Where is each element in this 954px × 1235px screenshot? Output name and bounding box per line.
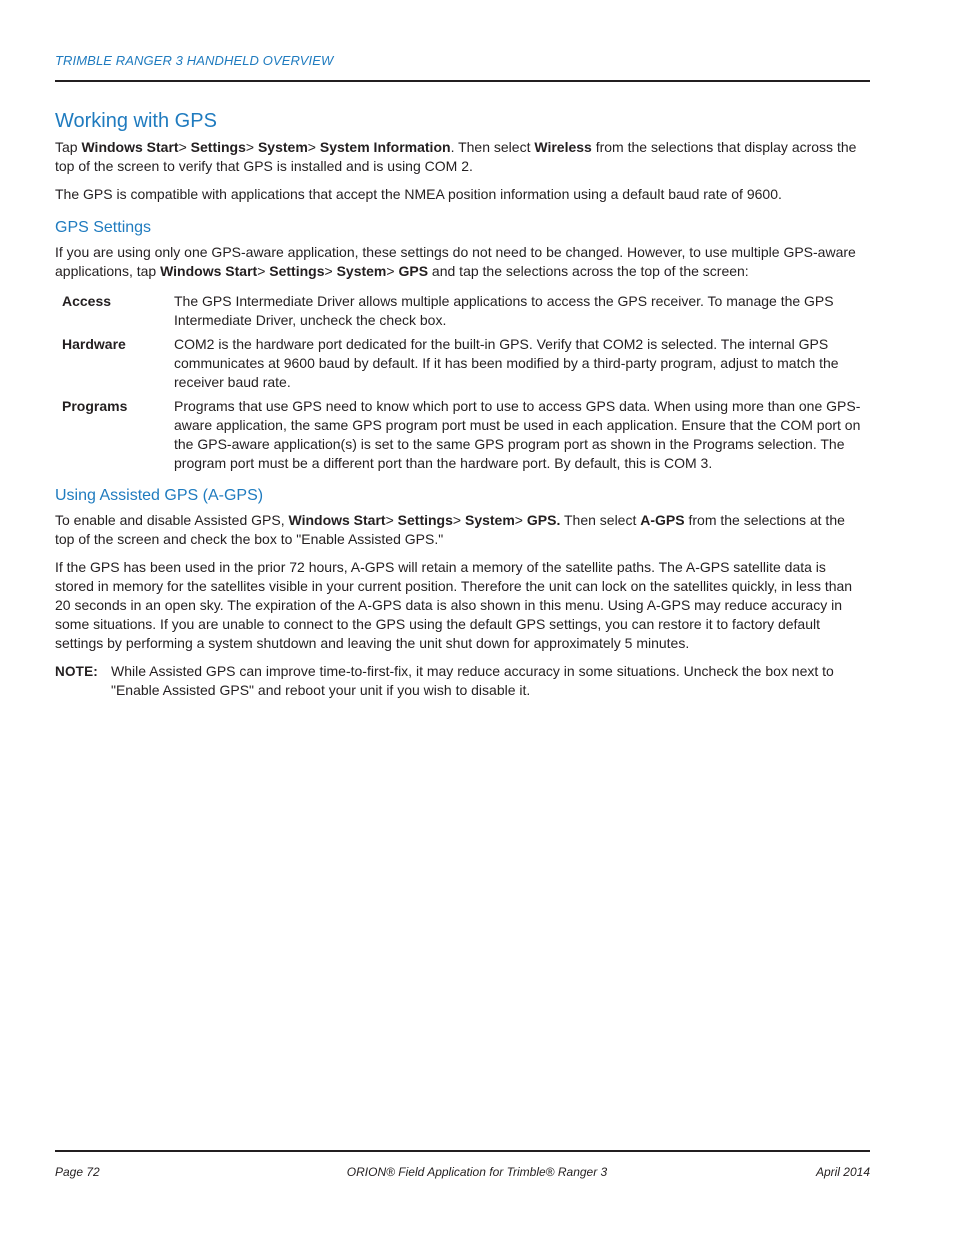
- gps-settings-definitions: [55, 292, 865, 473]
- note-label: NOTE:: [55, 664, 98, 679]
- subsection-title-assisted-gps: Using Assisted GPS (A-GPS): [55, 487, 264, 504]
- working-paragraph-1: Tap Windows Start> Settings> System> System Information. Then select Wireless from the selections that display across the top of the screen to verify that GPS is installed and is using COM 2.: [55, 139, 857, 174]
- header-divider: [55, 80, 870, 82]
- definition-term: Hardware: [62, 336, 126, 352]
- section-title-working-with-gps: Working with GPS: [55, 110, 217, 132]
- working-paragraph-2: The GPS is compatible with applications that accept the NMEA position information using a default baud rate of 9600.: [55, 186, 782, 202]
- note-text: While Assisted GPS can improve time-to-first-fix, it may reduce accuracy in some situations. Uncheck the box next to "Enable Assisted GPS" and reboot your unit if you wish to disable it.: [111, 663, 834, 698]
- footer-date: April 2014: [815, 1165, 870, 1179]
- subsection-title-gps-settings: GPS Settings: [55, 219, 152, 236]
- agps-paragraph-1: To enable and disable Assisted GPS, Windows Start> Settings> System> GPS. Then select A-GPS from the selections at the top of the screen and check the box to "Enable Assisted GPS.": [55, 512, 845, 547]
- footer-divider: [55, 1150, 870, 1152]
- definition-term: Access: [62, 293, 112, 309]
- gps-settings-intro: If you are using only one GPS-aware application, these settings do not need to be changed. However, to use multiple GPS-aware applications, tap Windows Start> Settings> System> GPS and tap the selections across the top of the screen:: [55, 244, 856, 279]
- definition-description: COM2 is the hardware port dedicated for the built-in GPS. Verify that COM2 is selected. The internal GPS communicates at 9600 baud by default. If it has been modified by a third-party program, adjust to match the receiver baud rate.: [174, 336, 839, 390]
- footer-page-number: Page 72: [55, 1165, 100, 1179]
- page-content: [55, 108, 865, 700]
- definition-description: Programs that use GPS need to know which port to use to access GPS data. When using more than one GPS-aware application, the same GPS program port must be used in each application. Ensure that the COM port on the GPS-aware application(s) is set to the same GPS program port as shown in the Programs selection. The program port must be a different port than the hardware port. By default, this is COM 3.: [174, 398, 861, 471]
- agps-paragraph-2: If the GPS has been used in the prior 72 hours, A-GPS will retain a memory of the satellite paths. The A-GPS satellite data is stored in memory for the satellites visible in your current position. Therefore the unit can lock on the satellites quickly, in less than 20 seconds in an open sky. The expiration of the A-GPS data is also shown in this menu. Using A-GPS may reduce accuracy in some situations. If you are unable to connect to the GPS using the default GPS settings, you can restore it to factory default settings by performing a system shutdown and leaving the unit shut down for approximately 5 minutes.: [55, 559, 853, 651]
- definition-term: Programs: [62, 398, 128, 414]
- definition-row-hardware: [55, 335, 865, 392]
- definition-row-access: [55, 292, 865, 330]
- definition-row-programs: [55, 397, 865, 473]
- running-header: TRIMBLE RANGER 3 HANDHELD OVERVIEW: [55, 53, 334, 68]
- footer-document-title: ORION® Field Application for Trimble® Ranger 3: [346, 1165, 608, 1179]
- note-block: [55, 662, 865, 700]
- definition-description: The GPS Intermediate Driver allows multiple applications to access the GPS receiver. To manage the GPS Intermediate Driver, uncheck the check box.: [174, 293, 834, 328]
